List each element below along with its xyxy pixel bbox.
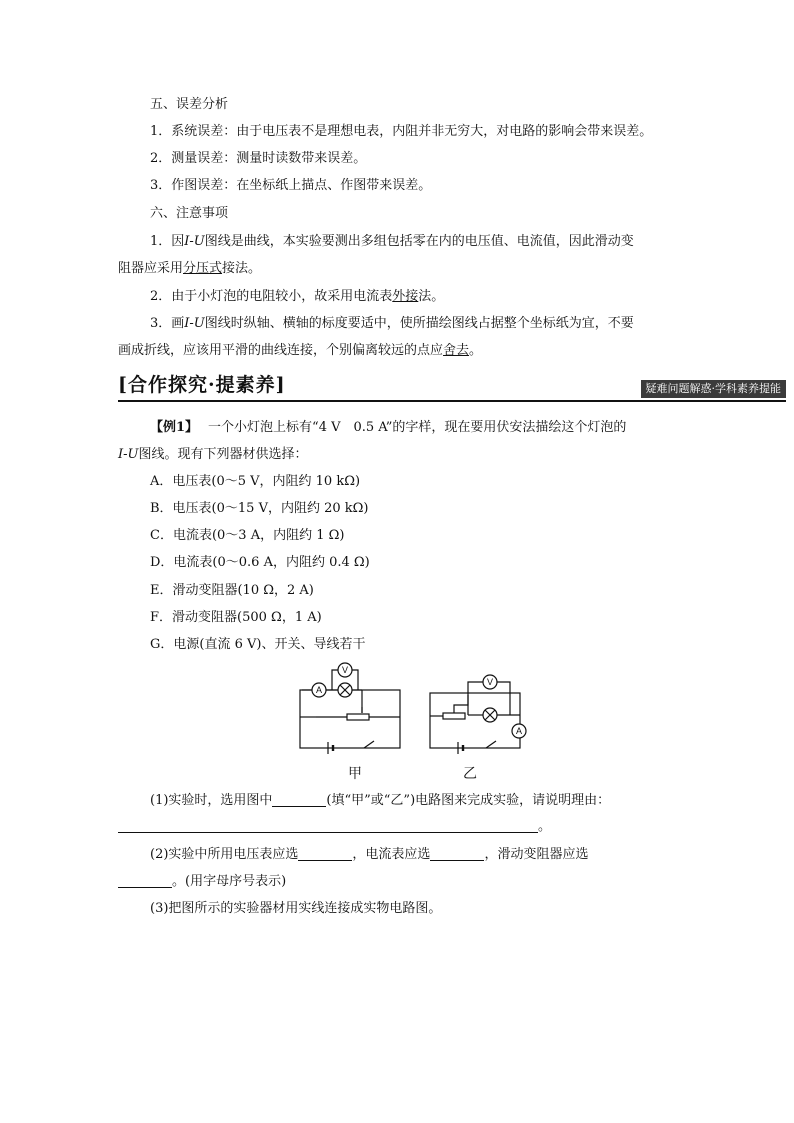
question-2 — [150, 846, 588, 864]
jia-rheostat — [347, 714, 369, 720]
question-2-line-2 — [118, 873, 286, 891]
note-text: 1．因 — [150, 234, 185, 249]
example-intro-text: 一个小灯泡上标有“4 V 0.5 A”的字样，现在要用伏安法描绘这个灯泡的 — [208, 420, 627, 435]
example-intro-text: 图线。现有下列器材供选择： — [138, 447, 308, 462]
option-b: B．电压表(0～15 V，内阻约 20 kΩ) — [150, 501, 369, 516]
jia-ammeter-symbol: A — [315, 685, 323, 695]
underlined-term: 分压式 — [183, 261, 223, 276]
question-3: (3)把图所示的实验器材用实线连接成实物电路图。 — [150, 901, 442, 916]
error-item-3: 3．作图误差：在坐标纸上描点、作图带来误差。 — [150, 178, 432, 193]
example-label: 【例1】 — [150, 420, 199, 435]
section-tag: 疑难问题解惑·学科素养提能 — [641, 380, 787, 398]
underlined-term: 外接 — [392, 289, 419, 304]
note-text: 画成折线，应该用平滑的曲线连接，个别偏离较远的点应 — [118, 343, 444, 358]
circuit-label-yi: 乙 — [463, 766, 477, 782]
question-1-line-2 — [118, 818, 551, 836]
notes-heading: 六、注意事项 — [150, 206, 229, 221]
note-text: 。 — [469, 343, 483, 358]
answer-blank[interactable] — [118, 873, 172, 888]
question-1 — [150, 792, 610, 810]
circuit-label-jia: 甲 — [348, 766, 362, 782]
jia-switch — [364, 741, 374, 748]
jia-outer-loop — [300, 690, 400, 748]
yi-outer-loop — [430, 693, 523, 748]
answer-blank[interactable] — [430, 846, 484, 861]
circuit-svg — [290, 655, 530, 755]
yi-switch — [486, 741, 496, 748]
section-banner — [118, 372, 786, 402]
note-item-1-line-2 — [118, 260, 261, 278]
circuit-jia — [300, 663, 400, 754]
q1-end: 。 — [538, 819, 552, 834]
note-text: 3．画 — [150, 316, 185, 331]
option-c: C．电流表(0～3 A，内阻约 1 Ω) — [150, 528, 345, 543]
answer-blank[interactable] — [298, 846, 352, 861]
answer-blank[interactable] — [272, 792, 326, 807]
option-g: G．电源(直流 6 V)、开关、导线若干 — [150, 637, 366, 652]
q2-text: ，电流表应选 — [352, 847, 431, 862]
q2-text: ，滑动变阻器应选 — [484, 847, 589, 862]
q1-text: (1)实验时，选用图中 — [150, 793, 273, 808]
yi-rheostat — [443, 713, 465, 719]
yi-rheostat-slider — [454, 695, 468, 713]
error-analysis-heading: 五、误差分析 — [150, 97, 229, 112]
jia-voltmeter-symbol: V — [341, 665, 349, 675]
option-d: D．电流表(0～0.6 A，内阻约 0.4 Ω) — [150, 555, 370, 570]
note-text: 图线时纵轴、横轴的标度要适中，使所描绘图线占据整个坐标纸为宜，不要 — [204, 316, 634, 331]
yi-ammeter-symbol: A — [515, 726, 523, 736]
circuit-yi — [430, 675, 526, 754]
note-text: 阻器应采用 — [118, 261, 184, 276]
underlined-term: 舍去 — [443, 343, 470, 358]
circuit-diagrams — [290, 655, 530, 785]
option-e: E．滑动变阻器(10 Ω，2 A) — [150, 583, 314, 598]
note-text: 法。 — [418, 289, 445, 304]
note-item-3-line-2 — [118, 342, 482, 360]
yi-voltmeter-symbol: V — [486, 677, 494, 687]
q1-text: (填“甲”或“乙”)电路图来完成实验，请说明理由： — [326, 793, 611, 808]
iu-term: I-U — [184, 316, 205, 331]
iu-term: I-U — [184, 234, 205, 249]
iu-term: I-U — [118, 447, 139, 462]
note-item-2 — [150, 288, 444, 306]
option-a: A．电压表(0～5 V，内阻约 10 kΩ) — [150, 474, 361, 489]
section-title: [合作探究·提素养] — [118, 374, 286, 396]
example-intro-line-2 — [118, 446, 308, 464]
note-item-1-line-1 — [150, 233, 634, 251]
error-item-1: 1．系统误差：由于电压表不是理想电表，内阻并非无穷大，对电路的影响会带来误差。 — [150, 124, 653, 139]
answer-blank[interactable] — [118, 818, 538, 833]
note-text: 接法。 — [222, 261, 262, 276]
q2-end: 。(用字母序号表示) — [172, 874, 287, 889]
q2-text: (2)实验中所用电压表应选 — [150, 847, 299, 862]
error-item-2: 2．测量误差：测量时读数带来误差。 — [150, 151, 367, 166]
jia-wire — [352, 670, 358, 690]
jia-wire — [332, 670, 338, 690]
note-item-3-line-1 — [150, 315, 634, 333]
note-text: 2．由于小灯泡的电阻较小，故采用电流表 — [150, 289, 393, 304]
yi-wire — [497, 682, 510, 715]
option-f: F．滑动变阻器(500 Ω，1 A) — [150, 610, 322, 625]
note-text: 图线是曲线，本实验要测出多组包括零在内的电压值、电流值，因此滑动变 — [204, 234, 634, 249]
example-intro-line-1 — [150, 419, 626, 437]
